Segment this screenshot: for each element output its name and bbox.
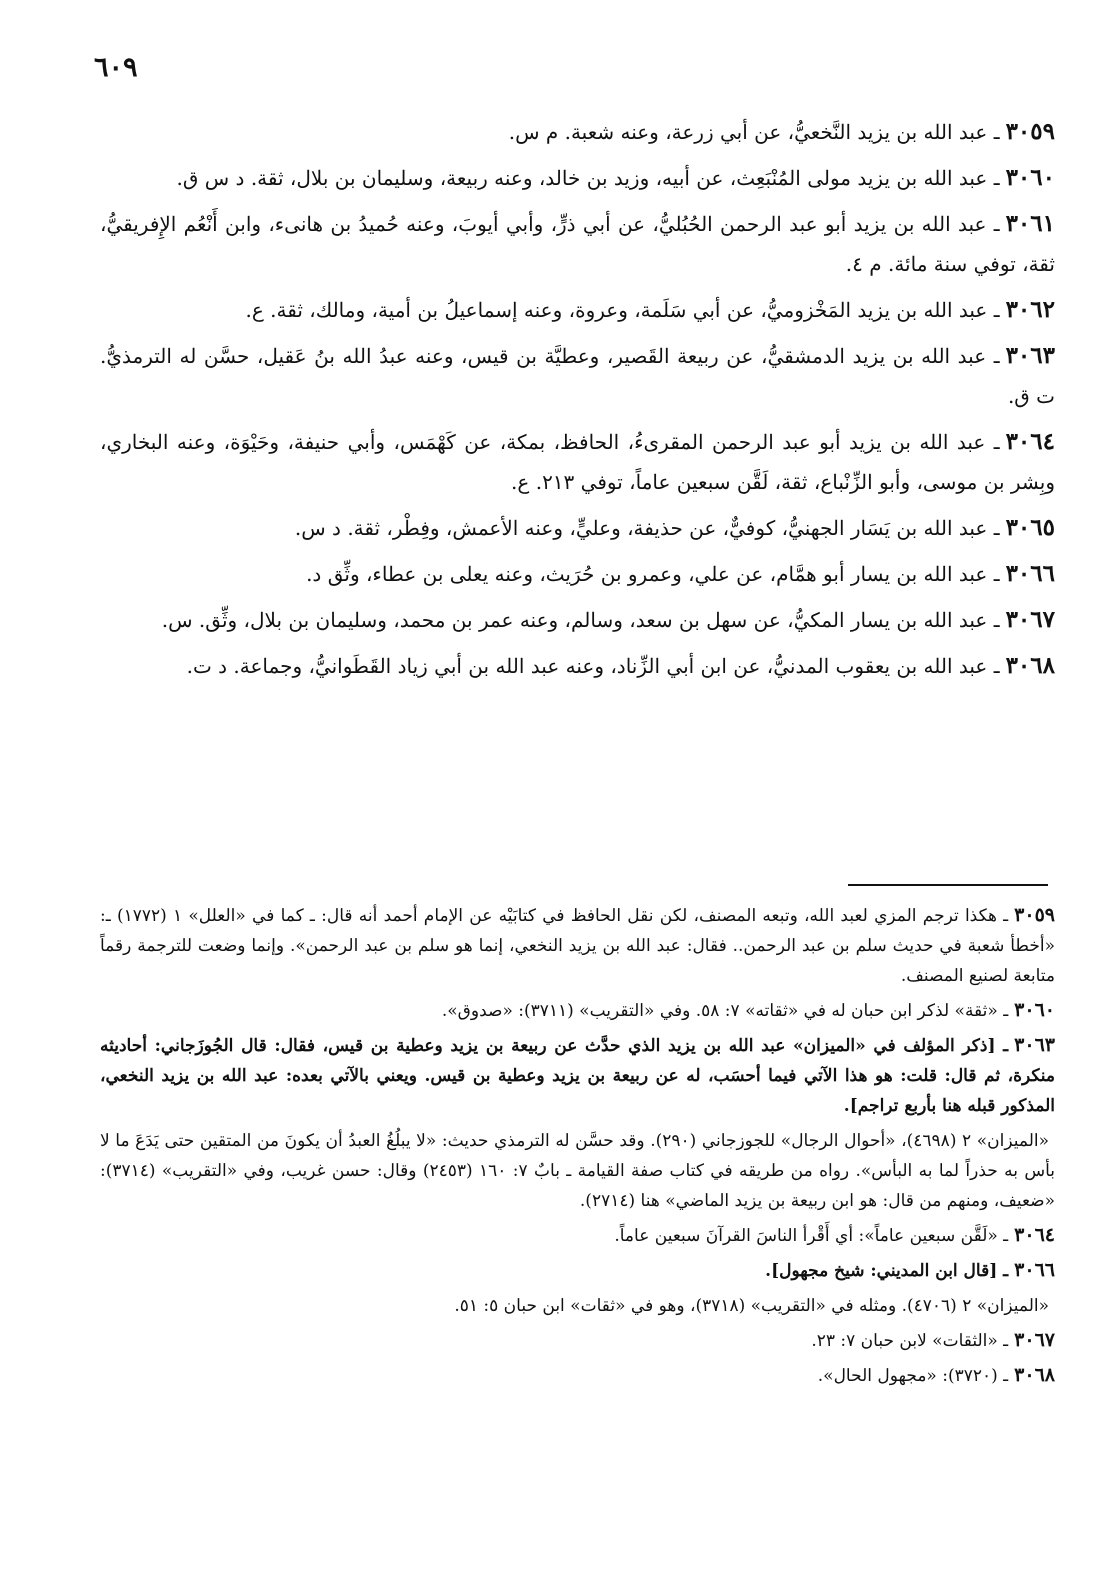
page-number: ٦٠٩ — [94, 52, 138, 83]
entry-text: ـ عبد الله بن يَسَار الجهنيُّ، كوفيٌّ، عن حذيفة، وعليٍّ، وعنه الأعمش، وفِطْر، ثقة. د س. — [294, 516, 1000, 540]
entry — [100, 336, 1055, 416]
footnotes — [100, 900, 1055, 1395]
entry — [100, 158, 1055, 198]
footnote-text: «الميزان» ٢ (٤٧٠٦). ومثله في «التقريب» (٣٧١٨)، وهو في «ثقات» ابن حبان ٥: ٥١. — [454, 1296, 1049, 1316]
footnote-number: ٣٠٥٩ — [1014, 904, 1055, 926]
footnote-number: ٣٠٦٤ — [1014, 1224, 1055, 1246]
entry-number: ٣٠٦٣ — [1005, 342, 1055, 369]
footnote — [100, 900, 1055, 991]
footnote-text: ـ (٣٧٢٠): «مجهول الحال». — [817, 1366, 1009, 1386]
entry-number: ٣٠٦٧ — [1005, 606, 1055, 633]
entry — [100, 600, 1055, 640]
footnote — [100, 1030, 1055, 1121]
entry — [100, 112, 1055, 152]
entry-text: ـ عبد الله بن يعقوب المدنيُّ، عن ابن أبي الزِّناد، وعنه عبد الله بن أبي زياد القَطَوانيُّ، وجماعة. د ت. — [186, 654, 1000, 678]
footnote-number: ٣٠٦٦ — [1014, 1259, 1055, 1281]
entry-text: ـ عبد الله بن يزيد الدمشقيُّ، عن ربيعة القَصير، وعطيَّة بن قيس، وعنه عبدُ الله بنُ عَقيل، حسَّن له الترمذيُّ. ت ق. — [100, 344, 1055, 408]
footnote — [100, 1255, 1055, 1286]
footnote-text: ـ «الثقات» لابن حبان ٧: ٢٣. — [811, 1331, 1009, 1351]
footnote-text: ـ [ذكر المؤلف في «الميزان» عبد الله بن يزيد الذي حدَّث عن ربيعة بن يزيد وعطية بن قيس، فقال: قال الجُوزَجاني: أحاديثه منكرة، ثم قال: قلت: هو هذا الآتي فيما أحسَب، له عن ربيعة بن يزيد وعطية بن قيس. ويعني بالآتي بعده: عبد الله بن يزيد النخعي، المذكور قبله هنا بأربع تراجم]. — [100, 1036, 1055, 1116]
entries-list — [100, 112, 1055, 692]
entry-number: ٣٠٦٤ — [1005, 428, 1055, 455]
entry — [100, 508, 1055, 548]
entry — [100, 422, 1055, 502]
entry-number: ٣٠٦١ — [1005, 210, 1055, 237]
footnote-text: ـ [قال ابن المديني: شيخ مجهول]. — [765, 1261, 1009, 1281]
footnote — [100, 1125, 1055, 1216]
entry-text: ـ عبد الله بن يسار المكيُّ، عن سهل بن سعد، وسالم، وعنه عمر بن محمد، وسليمان بن بلال، وثِّق. س. — [161, 608, 1000, 632]
entry — [100, 290, 1055, 330]
footnote-number: ٣٠٦٠ — [1014, 999, 1055, 1021]
entry-text: ـ عبد الله بن يزيد مولى المُنْبَعِث، عن أبيه، وزيد بن خالد، وعنه ربيعة، وسليمان بن بلال، ثقة. د س ق. — [176, 166, 1000, 190]
footnote-text: ـ هكذا ترجم المزي لعبد الله، وتبعه المصنف، لكن نقل الحافظ في كتابَيْه عن الإمام أحمد أنه قال: ـ كما في «العلل» ١ (١٧٧٢) ـ: «أخطأ شعبة في حديث سلم بن عبد الرحمن.. فقال: عبد الله بن يزيد النخعي، إنما هو سلم بن عبد الرحمن». وإنما وضعت للترجمة رقماً متابعة لصنيع المصنف. — [100, 906, 1055, 986]
entry — [100, 204, 1055, 284]
entry-number: ٣٠٦٦ — [1005, 560, 1055, 587]
entry-text: ـ عبد الله بن يزيد أبو عبد الرحمن الحُبُليُّ، عن أبي ذرٍّ، وأبي أيوبَ، وعنه حُميدُ بن هانىء، وابن أَنْعُم الإِفريقيُّ، ثقة، توفي سنة مائة. م ٤. — [100, 212, 1055, 276]
footnote — [100, 1325, 1055, 1356]
entry-text: ـ عبد الله بن يسار أبو همَّام، عن علي، وعمرو بن حُرَيث، وعنه يعلى بن عطاء، وثِّق د. — [306, 562, 1000, 586]
footnote-number: ٣٠٦٣ — [1014, 1034, 1055, 1056]
entry — [100, 646, 1055, 686]
entry-number: ٣٠٦٠ — [1005, 164, 1055, 191]
footnote-text: ـ «لَقَّن سبعين عاماً»: أي أَقْرأ الناسَ القرآنَ سبعين عاماً. — [614, 1226, 1009, 1246]
footnote — [100, 1290, 1055, 1321]
footnote-number: ٣٠٦٧ — [1014, 1329, 1055, 1351]
footnote-divider — [848, 884, 1048, 886]
entry-text: ـ عبد الله بن يزيد النَّخعيُّ، عن أبي زرعة، وعنه شعبة. م س. — [508, 120, 1000, 144]
footnote-number: ٣٠٦٨ — [1014, 1364, 1055, 1386]
footnote — [100, 995, 1055, 1026]
footnote — [100, 1360, 1055, 1391]
footnote-text: «الميزان» ٢ (٤٦٩٨)، «أحوال الرجال» للجوزجاني (٢٩٠). وقد حسَّن له الترمذي حديث: «لا يبلُغُ العبدُ أن يكونَ من المتقين حتى يَدَعَ ما لا بأس به حذراً لما به البأس». رواه من طريقه في كتاب صفة القيامة ـ بابٌ ٧: ١٦٠ (٢٤٥٣) وقال: حسن غريب، وفي «التقريب» (٣٧١٤): «ضعيف، ومنهم من قال: هو ابن ربيعة بن يزيد الماضي» هنا (٢٧١٤). — [100, 1131, 1055, 1211]
entry-number: ٣٠٥٩ — [1005, 118, 1055, 145]
entry-number: ٣٠٦٥ — [1005, 514, 1055, 541]
entry-number: ٣٠٦٢ — [1005, 296, 1055, 323]
entry-text: ـ عبد الله بن يزيد أبو عبد الرحمن المقرىءُ، الحافظ، بمكة، عن كَهْمَس، وأبي حنيفة، وحَيْوَة، وعنه البخاري، وبِشر بن موسى، وأبو الزِّنْباع، ثقة، لَقَّن سبعين عاماً، توفي ٢١٣. ع. — [100, 430, 1055, 494]
entry-number: ٣٠٦٨ — [1005, 652, 1055, 679]
footnote — [100, 1220, 1055, 1251]
footnote-text: ـ «ثقة» لذكر ابن حبان له في «ثقاته» ٧: ٥٨. وفي «التقريب» (٣٧١١): «صدوق». — [441, 1001, 1009, 1021]
entry — [100, 554, 1055, 594]
entry-text: ـ عبد الله بن يزيد المَخْزوميُّ، عن أبي سَلَمة، وعروة، وعنه إسماعيلُ بن أمية، ومالك، ثقة. ع. — [245, 298, 1000, 322]
